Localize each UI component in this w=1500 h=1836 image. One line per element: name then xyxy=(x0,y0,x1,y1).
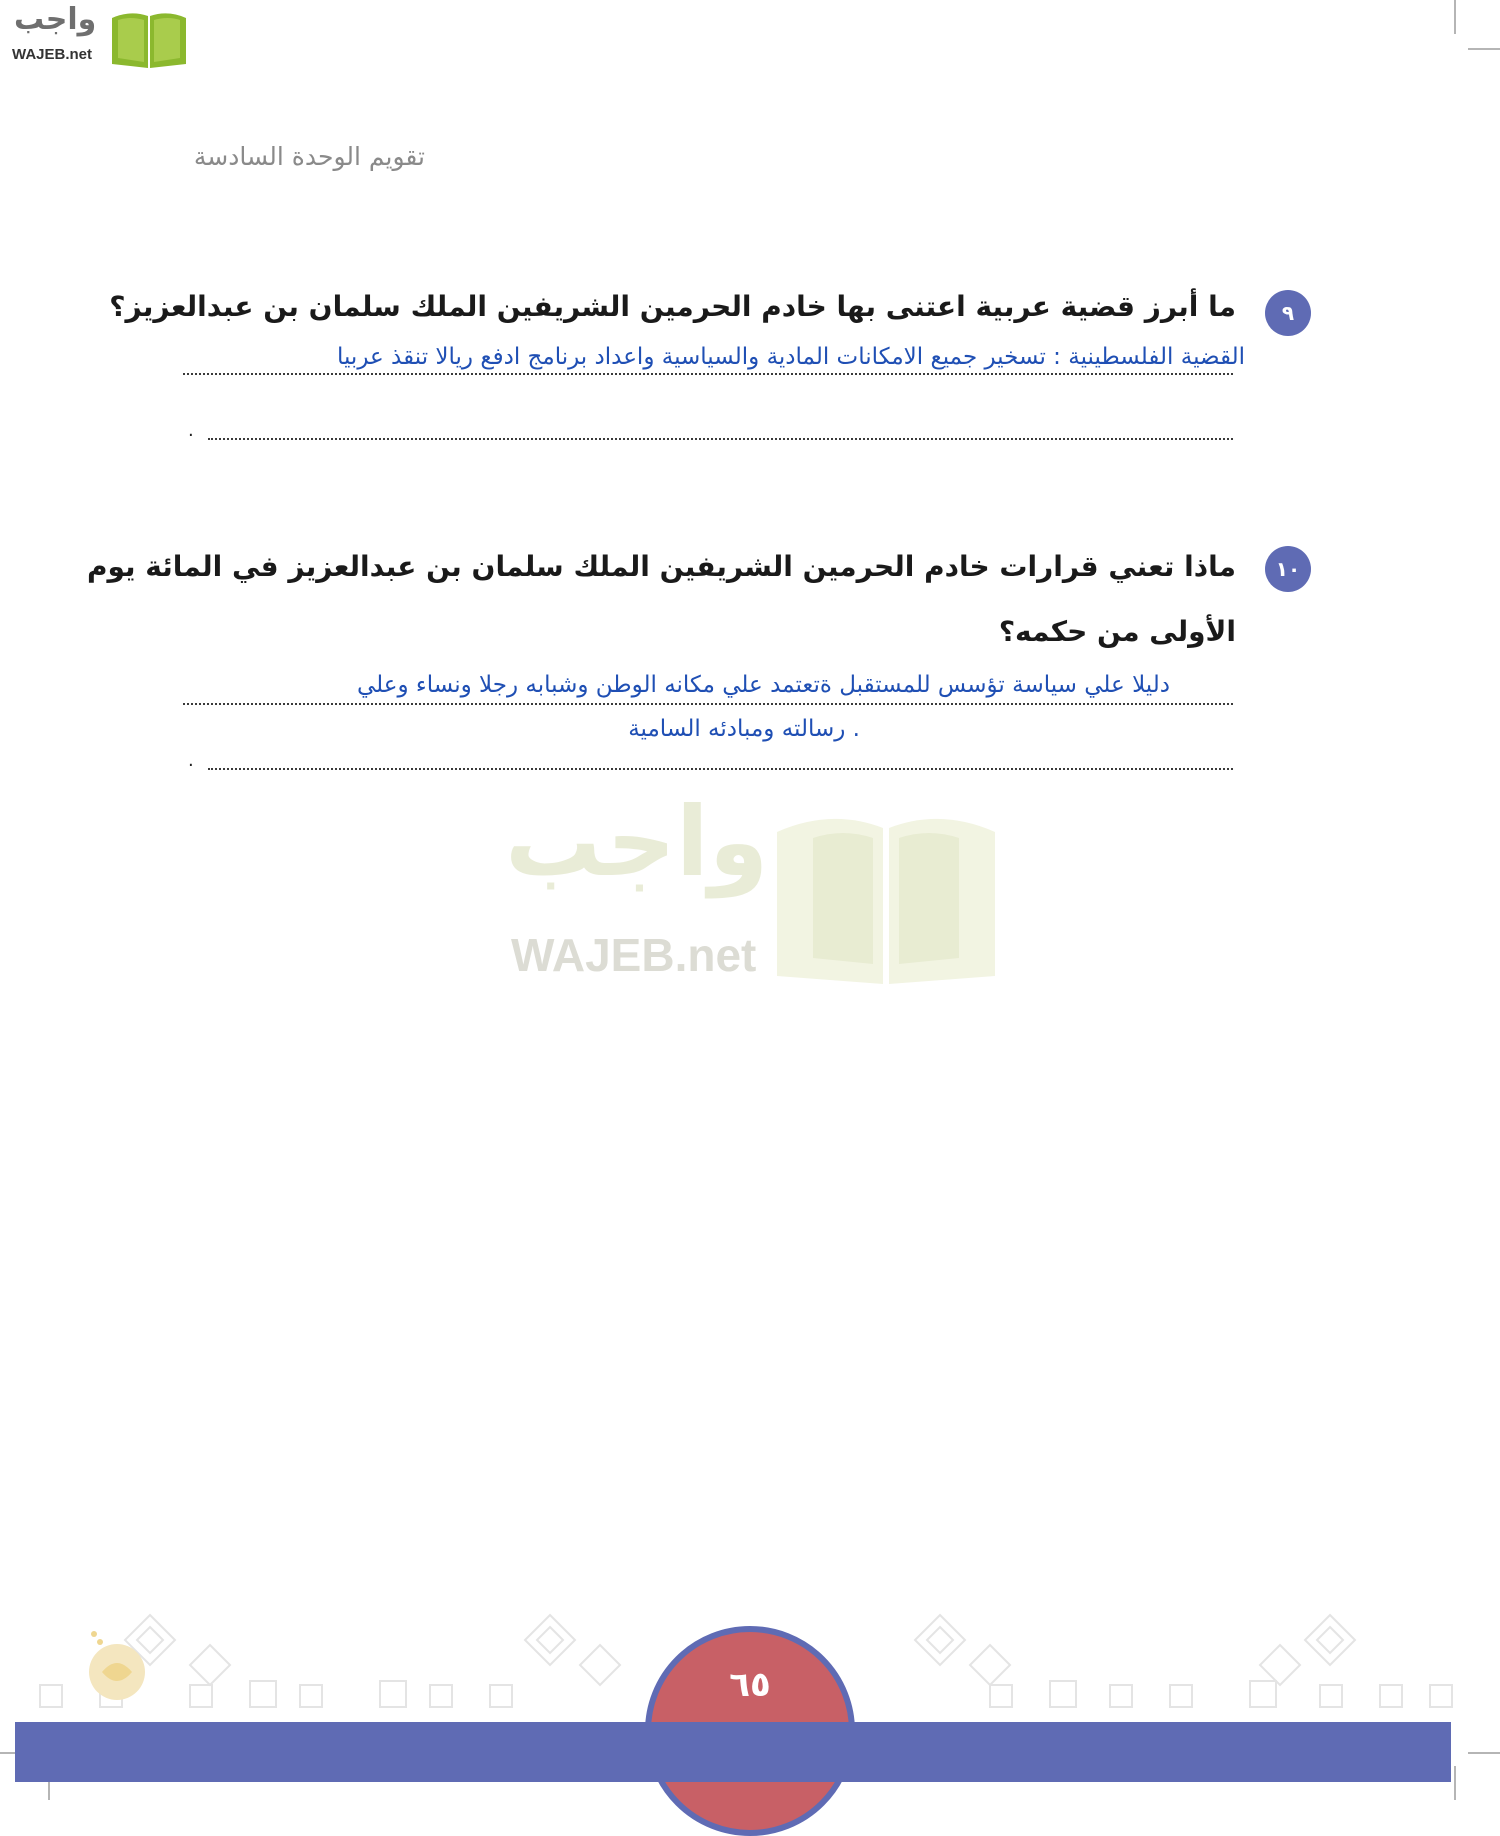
line-end-mark: . xyxy=(188,750,194,771)
answer-dotted-line xyxy=(183,703,1233,705)
question-text: ما أبرز قضية عربية اعتنى بها خادم الحرمين الشريفين الملك سلمان بن عبدالعزيز؟ xyxy=(109,290,1236,323)
answer-dotted-line xyxy=(208,438,1233,440)
footer-band-overlay xyxy=(15,1722,1451,1782)
question-text: ماذا تعني قرارات خادم الحرمين الشريفين الملك سلمان بن عبدالعزيز في المائة يوم xyxy=(86,550,1236,583)
watermark-latin-text: WAJEB.net xyxy=(511,929,757,981)
answer-dotted-line xyxy=(183,373,1233,375)
logo-latin-text: WAJEB.net xyxy=(12,46,93,63)
watermark-arabic-text: واجب xyxy=(505,786,769,898)
crop-mark xyxy=(1454,0,1456,34)
book-icon xyxy=(773,808,999,984)
page-number: ٦٥ xyxy=(729,1665,771,1705)
crop-mark xyxy=(1468,48,1500,50)
watermark xyxy=(505,786,1005,994)
logo-arabic-text: واجب xyxy=(14,2,97,37)
unit-title: تقويم الوحدة السادسة xyxy=(193,142,425,171)
crop-mark xyxy=(1468,1752,1500,1754)
answer-text: دليلا علي سياسة تؤسس للمستقبل ةتعتمد علي مكانه الوطن وشبابه رجلا ونساء وعلي xyxy=(356,672,1170,698)
answer-dotted-line xyxy=(208,768,1233,770)
question-text: الأولى من حكمه؟ xyxy=(998,615,1236,648)
crop-mark xyxy=(1454,1766,1456,1800)
question-number-badge: ١٠ xyxy=(1265,546,1311,592)
answer-text: القضية الفلسطينية : تسخير جميع الامكانات المادية والسياسية واعداد برنامج ادفع ريالا تنقذ عربيا xyxy=(336,344,1245,370)
answer-text: . رسالته ومبادئه السامية xyxy=(628,716,860,742)
line-end-mark: . xyxy=(188,420,194,441)
question-number-badge: ٩ xyxy=(1265,290,1311,336)
book-icon xyxy=(108,8,190,68)
site-logo[interactable] xyxy=(8,4,192,70)
ministry-logo-icon xyxy=(82,1624,152,1704)
